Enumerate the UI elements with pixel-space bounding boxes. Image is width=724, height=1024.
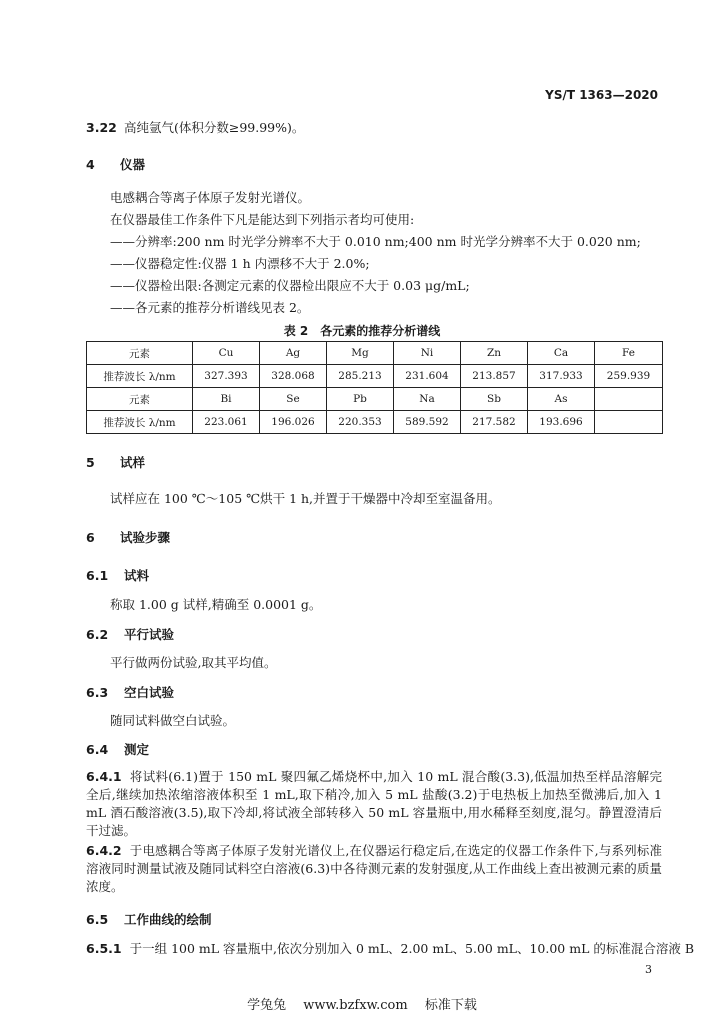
- table-row: [87, 411, 663, 434]
- section-4-heading: [86, 155, 145, 173]
- sec4-line-2: 在仪器最佳工作条件下凡是能达到下列指示者均可使用:: [110, 212, 415, 227]
- clause-3-22: [86, 119, 304, 137]
- sec4-line-1: 电感耦合等离子体原子发射光谱仪。: [110, 190, 311, 205]
- table-cell: Se: [260, 388, 327, 411]
- table-cell: Pb: [327, 388, 394, 411]
- table-cell: 317.933: [528, 365, 595, 388]
- table-cell: 259.939: [595, 365, 663, 388]
- table-cell: 217.582: [461, 411, 528, 434]
- table-cell: 589.592: [394, 411, 461, 434]
- table-cell: 231.604: [394, 365, 461, 388]
- subsection-number: 6.2: [86, 627, 109, 642]
- section-title: 试验步骤: [120, 530, 171, 545]
- subsection-title: 测定: [124, 742, 150, 757]
- standard-number: YS/T 1363—2020: [545, 88, 658, 102]
- clause-number: 3.22: [86, 120, 117, 135]
- table-cell: 193.696: [528, 411, 595, 434]
- table-cell: 元素: [87, 388, 193, 411]
- table-cell: [595, 411, 663, 434]
- table-cell: 元素: [87, 342, 193, 365]
- footer-watermark-text: 学兔兔 www.bzfxw.com 标准下载: [247, 998, 477, 1013]
- table-cell: [595, 388, 663, 411]
- table-cell: 推荐波长 λ/nm: [87, 411, 193, 434]
- subsection-title: 平行试验: [124, 627, 175, 642]
- subsection-6-4-heading: [86, 740, 149, 758]
- table-cell: Ca: [528, 342, 595, 365]
- subsection-6-3-heading: [86, 683, 174, 701]
- page-number: 3: [645, 963, 652, 976]
- subsection-number: 6.5: [86, 912, 109, 927]
- subsection-number: 6.3: [86, 685, 109, 700]
- paragraph-6-4-1: [86, 768, 662, 840]
- sec4-line-6: ——各元素的推荐分析谱线见表 2。: [110, 300, 310, 315]
- table-row: [87, 365, 663, 388]
- section-number: 6: [86, 530, 95, 545]
- subsection-6-1-text: 称取 1.00 g 试样,精确至 0.0001 g。: [110, 597, 322, 612]
- paragraph-number: 6.5.1: [86, 941, 122, 956]
- table-caption: 表 2 各元素的推荐分析谱线: [283, 324, 441, 338]
- table-cell: Bi: [193, 388, 260, 411]
- subsection-6-2-text: 平行做两份试验,取其平均值。: [110, 655, 277, 670]
- section-title: 仪器: [120, 157, 146, 172]
- table-cell: 推荐波长 λ/nm: [87, 365, 193, 388]
- sec5-text: 试样应在 100 ℃～105 ℃烘干 1 h,并置于干燥器中冷却至室温备用。: [110, 491, 501, 506]
- table-cell: 196.026: [260, 411, 327, 434]
- subsection-number: 6.4: [86, 742, 109, 757]
- paragraph-number: 6.4.2: [86, 843, 122, 858]
- subsection-title: 试料: [124, 568, 150, 583]
- section-number: 4: [86, 157, 95, 172]
- subsection-6-1-heading: [86, 566, 149, 584]
- table-cell: 223.061: [193, 411, 260, 434]
- table-cell: Ni: [394, 342, 461, 365]
- table-cell: 327.393: [193, 365, 260, 388]
- subsection-6-5-heading: [86, 910, 212, 928]
- paragraph-text: 将试料(6.1)置于 150 mL 聚四氟乙烯烧杯中,加入 10 mL 混合酸(3.3),低温加热至样品溶解完全后,继续加热浓缩溶液体积至 1 mL,取下稍冷,加入 5 mL 盐酸(3.2)于电热板上加热至微沸后,加入 1 mL 酒石酸溶液(3.5),取下冷却,将试液全部转移入 50 mL 容量瓶中,用水稀释至刻度,混匀。静置澄清后干过滤。: [86, 769, 662, 838]
- sec4-line-5: ——仪器检出限:各测定元素的仪器检出限应不大于 0.03 μg/mL;: [110, 278, 470, 293]
- table-cell: Mg: [327, 342, 394, 365]
- section-5-heading: [86, 453, 145, 471]
- table-cell: As: [528, 388, 595, 411]
- table-cell: Ag: [260, 342, 327, 365]
- subsection-title: 空白试验: [124, 685, 175, 700]
- table-cell: Na: [394, 388, 461, 411]
- wavelength-table: [86, 341, 663, 434]
- sec4-line-4: ——仪器稳定性:仪器 1 h 内漂移不大于 2.0%;: [110, 256, 370, 271]
- table-cell: 285.213: [327, 365, 394, 388]
- table-cell: Cu: [193, 342, 260, 365]
- table-cell: Zn: [461, 342, 528, 365]
- paragraph-6-5-1: [86, 940, 695, 958]
- paragraph-text: 于电感耦合等离子体原子发射光谱仪上,在仪器运行稳定后,在选定的仪器工作条件下,与系列标准溶液同时测量试液及随同试料空白溶液(6.3)中各待测元素的发射强度,从工作曲线上查出被测元素的质量浓度。: [86, 843, 662, 894]
- subsection-number: 6.1: [86, 568, 109, 583]
- table-cell: Fe: [595, 342, 663, 365]
- section-6-heading: [86, 528, 170, 546]
- sec4-line-3: ——分辨率:200 nm 时光学分辨率不大于 0.010 nm;400 nm 时光学分辨率不大于 0.020 nm;: [110, 234, 641, 249]
- table-row: [87, 388, 663, 411]
- section-number: 5: [86, 455, 95, 470]
- table-cell: Sb: [461, 388, 528, 411]
- clause-text: 高纯氩气(体积分数≥99.99%)。: [124, 120, 305, 135]
- section-title: 试样: [120, 455, 146, 470]
- subsection-title: 工作曲线的绘制: [124, 912, 212, 927]
- paragraph-6-4-2: [86, 842, 662, 896]
- table-cell: 328.068: [260, 365, 327, 388]
- subsection-6-2-heading: [86, 625, 174, 643]
- table-cell: 220.353: [327, 411, 394, 434]
- paragraph-text: 于一组 100 mL 容量瓶中,依次分别加入 0 mL、2.00 mL、5.00 mL、10.00 mL 的标准混合溶液 B: [129, 941, 695, 956]
- paragraph-number: 6.4.1: [86, 769, 122, 784]
- subsection-6-3-text: 随同试料做空白试验。: [110, 713, 236, 728]
- table-row: [87, 342, 663, 365]
- table-cell: 213.857: [461, 365, 528, 388]
